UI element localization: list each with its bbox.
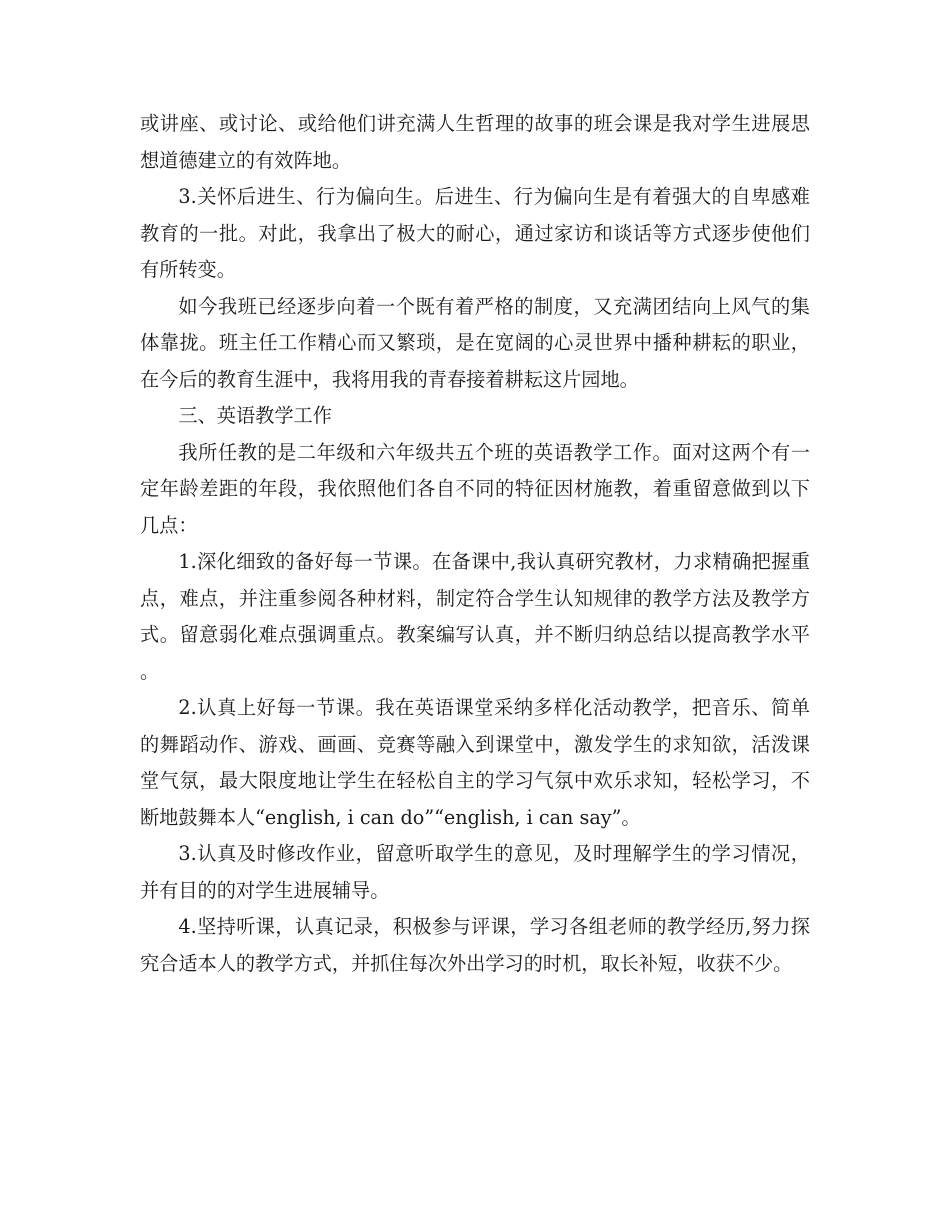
paragraph-care-students: 3.关怀后进生、行为偏向生。后进生、行为偏向生是有着强大的自卑感难教育的一批。对此，我拿出了极大的耐心，通过家访和谈话等方式逐步使他们有所转变。 [140, 185, 810, 281]
section-heading-english-teaching: 三、英语教学工作 [178, 404, 332, 427]
paragraph-lesson-prep: 1.深化细致的备好每一节课。在备课中,我认真研究教材，力求精确把握重点，难点，并注重参阅各种材料，制定符合学生认知规律的教学方法及教学方式。留意弱化难点强调重点。教案编写认真，并不断归纳总结以提高教学水平。 [140, 550, 810, 683]
paragraph-teaching-lessons: 2.认真上好每一节课。我在英语课堂采纳多样化活动教学，把音乐、简单的舞蹈动作、游戏、画画、竞赛等融入到课堂中，激发学生的求知欲，活泼课堂气氛，最大限度地让学生在轻松自主的学习气氛中欢乐求知，轻松学习，不断地鼓舞本人“english, i can do”“english, i can say”。 [140, 696, 810, 829]
paragraph-homework: 3.认真及时修改作业，留意听取学生的意见，及时理解学生的学习情况，并有目的的对学生进展辅导。 [140, 842, 810, 902]
document-body [140, 106, 810, 982]
paragraph-english-intro: 我所任教的是二年级和六年级共五个班的英语教学工作。面对这两个有一定年龄差距的年段，我依照他们各自不同的特征因材施教，着重留意做到以下几点： [140, 440, 810, 537]
paragraph-class-meeting: 或讲座、或讨论、或给他们讲充满人生哲理的故事的班会课是我对学生进展思想道德建立的有效阵地。 [140, 112, 810, 172]
paragraph-class-progress: 如今我班已经逐步向着一个既有着严格的制度，又充满团结向上风气的集体靠拢。班主任工作精心而又繁琐，是在宽阔的心灵世界中播种耕耘的职业，在今后的教育生涯中，我将用我的青春接着耕耘这片园地。 [140, 294, 810, 391]
paragraph-observation: 4.坚持听课，认真记录，积极参与评课，学习各组老师的教学经历,努力探究合适本人的教学方式，并抓住每次外出学习的时机，取长补短，收获不少。 [140, 915, 810, 975]
